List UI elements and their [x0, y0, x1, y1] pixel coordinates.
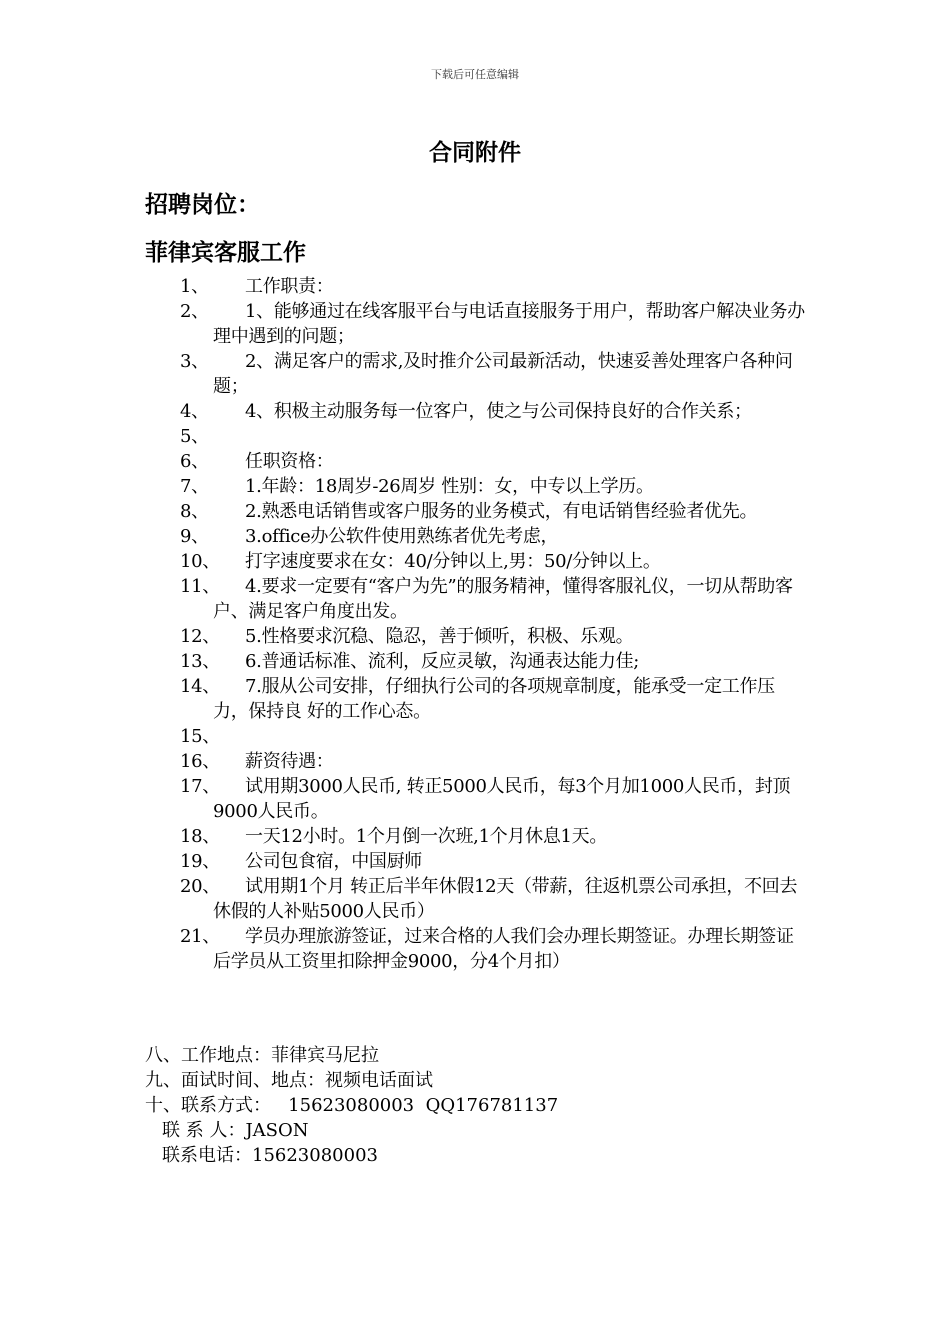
header-note: 下载后可任意编辑: [431, 68, 519, 81]
list-text: 薪资待遇：: [245, 751, 334, 772]
list-number: 14、: [180, 676, 221, 697]
list-text: 一天12小时。1个月倒一次班,1个月休息1天。: [245, 826, 608, 847]
list-item: [180, 849, 808, 874]
list-text: 工作职责：: [245, 276, 334, 297]
list-text: 1、能够通过在线客服平台与电话直接服务于用户，帮助客户解决业务办理中遇到的问题；: [213, 301, 805, 347]
list-number: 21、: [180, 926, 221, 947]
list-item: [180, 424, 808, 449]
list-number: 15、: [180, 726, 221, 747]
contact-info: 十、联系方式： 15623080003 QQ176781137: [145, 1095, 559, 1116]
list-text: 学员办理旅游签证，过来合格的人我们会办理长期签证。办理长期签证后学员从工资里扣除押金9000，分4个月扣）: [213, 926, 794, 972]
contact-person: 联 系 人：JASON: [162, 1120, 309, 1141]
list-number: 2、: [180, 301, 209, 322]
list-text: [213, 424, 808, 449]
list-text: 4、积极主动服务每一位客户，使之与公司保持良好的合作关系；: [245, 401, 752, 422]
numbered-list: [180, 274, 808, 974]
list-number: 19、: [180, 851, 221, 872]
list-text: 打字速度要求在女：40/分钟以上,男：50/分钟以上。: [245, 551, 661, 572]
list-number: 5、: [180, 426, 209, 447]
contact-phone: 联系电话：15623080003: [162, 1145, 378, 1166]
list-text: 任职资格：: [245, 451, 334, 472]
list-text: 4.要求一定要有“客户为先”的服务精神，懂得客服礼仪，一切从帮助客户、满足客户角度出发。: [213, 576, 793, 622]
list-item: [180, 299, 808, 349]
list-item: [180, 749, 808, 774]
contact-section: [145, 1043, 825, 1168]
list-item: [180, 274, 808, 299]
list-number: 18、: [180, 826, 221, 847]
list-text: 2、满足客户的需求,及时推介公司最新活动，快速妥善处理客户各种问题；: [213, 351, 793, 397]
list-text: 1.年龄：18周岁-26周岁 性别：女，中专以上学历。: [245, 476, 654, 497]
list-text: 试用期3000人民币, 转正5000人民币，每3个月加1000人民币，封顶9000人民币。: [213, 776, 791, 822]
list-number: 13、: [180, 651, 221, 672]
list-text: 3.office办公软件使用熟练者优先考虑，: [245, 526, 559, 547]
list-item: [180, 624, 808, 649]
list-text: 6.普通话标准、流利，反应灵敏，沟通表达能力佳;: [245, 651, 640, 672]
list-item: [180, 524, 808, 549]
list-number: 9、: [180, 526, 209, 547]
document-title: 合同附件: [429, 140, 521, 166]
list-number: 3、: [180, 351, 209, 372]
list-number: 17、: [180, 776, 221, 797]
list-number: 1、: [180, 276, 209, 297]
list-item: [180, 824, 808, 849]
list-item: [180, 649, 808, 674]
list-number: 7、: [180, 476, 209, 497]
list-item: [180, 499, 808, 524]
list-text: 2.熟悉电话销售或客户服务的业务模式，有电话销售经验者优先。: [245, 501, 758, 522]
list-number: 10、: [180, 551, 221, 572]
heading-job: 菲律宾客服工作: [145, 240, 306, 266]
list-number: 12、: [180, 626, 221, 647]
work-location: 八、工作地点：菲律宾马尼拉: [145, 1045, 379, 1066]
list-number: 6、: [180, 451, 209, 472]
interview-info: 九、面试时间、地点：视频电话面试: [145, 1070, 433, 1091]
list-item: [180, 874, 808, 924]
list-item: [180, 924, 808, 974]
list-text: [213, 724, 808, 749]
list-number: 16、: [180, 751, 221, 772]
list-item: [180, 549, 808, 574]
list-number: 11、: [180, 576, 221, 597]
list-item: [180, 449, 808, 474]
list-number: 20、: [180, 876, 221, 897]
list-item: [180, 674, 808, 724]
list-text: 试用期1个月 转正后半年休假12天（带薪，往返机票公司承担，不回去休假的人补贴5000人民币）: [213, 876, 798, 922]
list-item: [180, 399, 808, 424]
list-number: 8、: [180, 501, 209, 522]
list-text: 5.性格要求沉稳、隐忍，善于倾听，积极、乐观。: [245, 626, 634, 647]
list-item: [180, 774, 808, 824]
list-text: 7.服从公司安排，仔细执行公司的各项规章制度，能承受一定工作压力，保持良 好的工作心态。: [213, 676, 775, 722]
list-item: [180, 724, 808, 749]
list-item: [180, 574, 808, 624]
list-number: 4、: [180, 401, 209, 422]
heading-position: 招聘岗位：: [145, 192, 260, 218]
list-item: [180, 474, 808, 499]
list-text: 公司包食宿，中国厨师: [245, 851, 422, 872]
list-item: [180, 349, 808, 399]
